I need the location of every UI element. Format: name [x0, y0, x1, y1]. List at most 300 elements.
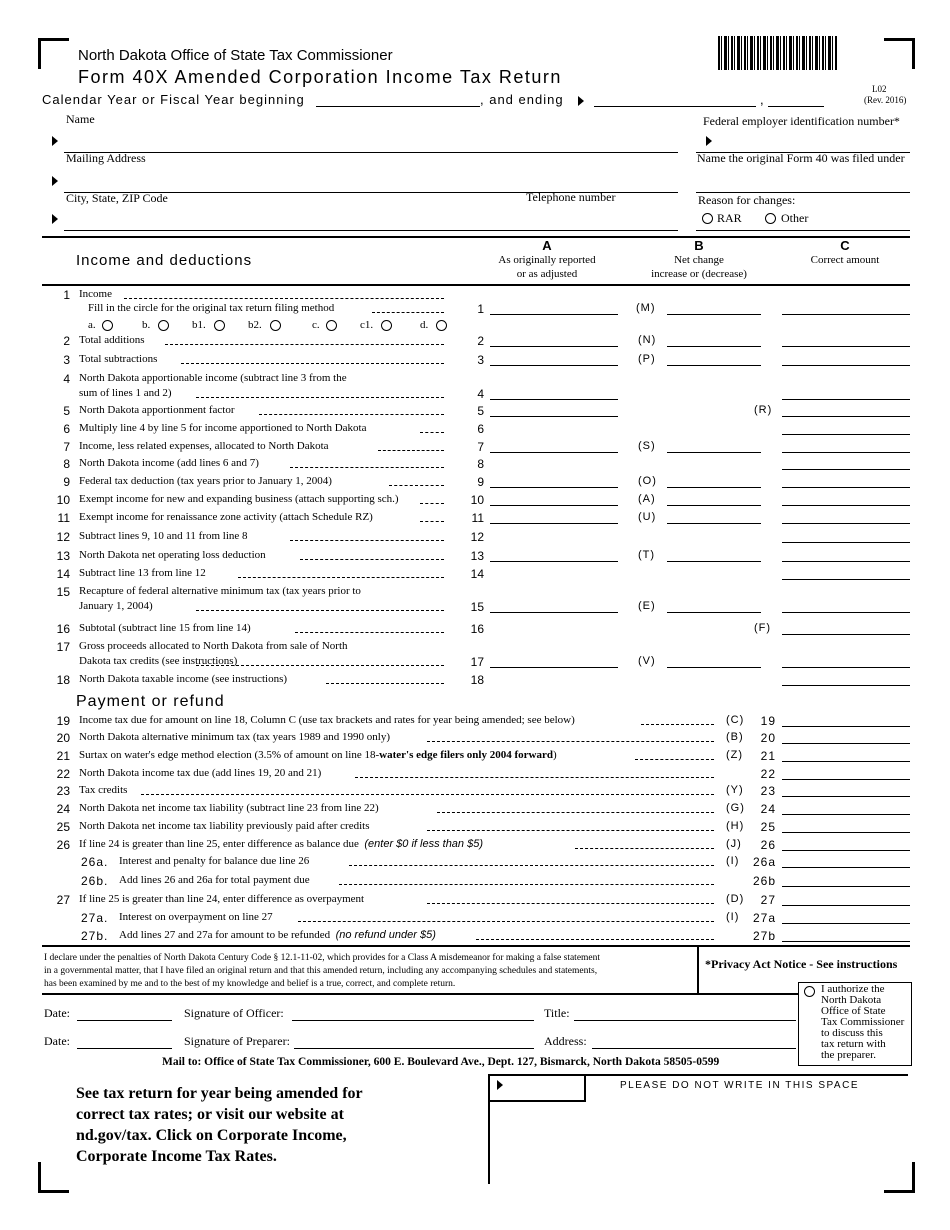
leader-dots: [290, 467, 444, 468]
declaration-separator: [697, 946, 699, 994]
form-title: Form 40X Amended Corporation Income Tax Return: [78, 67, 562, 87]
line-number: 6: [63, 422, 70, 436]
line-number: 27: [56, 893, 70, 907]
leader-dots: [575, 848, 715, 849]
rar-radio[interactable]: [702, 213, 713, 224]
line-9-code: (O): [638, 475, 657, 487]
leader-dots: [141, 794, 714, 795]
line-9-col-a-field[interactable]: [490, 487, 618, 488]
leader-dots: [196, 610, 444, 611]
line-number: 18: [56, 673, 70, 687]
leader-dots: [339, 884, 714, 885]
reason-label: Reason for changes:: [698, 193, 796, 207]
registration-mark-top-left: [38, 38, 69, 69]
column-a-line-ref: 5: [477, 404, 484, 418]
name-field[interactable]: [64, 152, 678, 153]
line-26-code: (J): [726, 838, 742, 850]
leader-dots: [427, 830, 714, 831]
leader-dots: [165, 344, 444, 345]
line-15-col-a-field[interactable]: [490, 612, 618, 613]
line-number: 7: [63, 440, 70, 454]
column-a-line-ref: 14: [470, 567, 484, 581]
leader-dots: [300, 559, 444, 560]
line-15-label-cont: January 1, 2004): [79, 600, 153, 612]
filing-method-option-b: b.: [142, 319, 151, 331]
line-23-label: Tax credits: [79, 784, 128, 796]
leader-dots: [372, 312, 444, 313]
column-a-line1: As originally reported: [498, 254, 596, 266]
line-20-label: North Dakota alternative minimum tax (tax years 1989 and 1990 only): [79, 731, 390, 743]
line-number: 26: [56, 838, 70, 852]
filing-method-radio-c1[interactable]: [381, 320, 392, 331]
declaration-line: I declare under the penalties of North Dakota Century Code § 12.1-11-02, which provides for a Class A misdemeanor for making a false statement: [44, 953, 601, 963]
leader-dots: [238, 577, 444, 578]
note-line: nd.gov/tax. Click on Corporate Income,: [76, 1127, 347, 1144]
line-17-col-c-field[interactable]: [782, 667, 910, 668]
line-number: 27b.: [81, 929, 109, 943]
line-1-label: Income: [79, 288, 112, 300]
filing-method-option-b1: b1.: [192, 319, 206, 331]
column-a-line-ref: 18: [470, 673, 484, 687]
filing-method-option-c: c.: [312, 319, 320, 331]
line-15-label: Recapture of federal alternative minimum tax (tax years prior to: [79, 585, 361, 597]
column-a-line-ref: 17: [470, 655, 484, 669]
registration-mark-bottom-right: [884, 1162, 915, 1193]
filing-method-option-d: d.: [420, 319, 429, 331]
line-21-code: (Z): [726, 749, 744, 761]
line-13-col-c-field[interactable]: [782, 561, 910, 562]
officer-signature-field[interactable]: [292, 1020, 534, 1021]
filing-method-radio-b2[interactable]: [270, 320, 281, 331]
line-27-label: If line 25 is greater than line 24, enter difference as overpayment: [79, 893, 365, 905]
declaration-bottom-line: [42, 993, 910, 995]
authorize-line: North Dakota: [821, 994, 882, 1006]
leader-dots: [378, 450, 444, 451]
line-number: 10: [56, 493, 70, 507]
payment-line-ref: 27a: [752, 911, 776, 925]
line-3-col-a-field[interactable]: [490, 365, 618, 366]
leader-dots: [635, 759, 714, 760]
leader-dots: [298, 921, 714, 922]
filing-method-option-a: a.: [88, 319, 96, 331]
authorize-preparer-radio[interactable]: [804, 986, 815, 997]
column-a-line-ref: 1: [477, 302, 484, 316]
line-2-col-b-field[interactable]: [667, 346, 761, 347]
payment-section-title: Payment or refund: [76, 693, 225, 710]
line-14-col-c-field[interactable]: [782, 579, 910, 580]
line-4-col-a-field[interactable]: [490, 399, 618, 400]
leader-dots: [259, 414, 444, 415]
payment-line-ref: 24: [760, 802, 776, 816]
line-17-col-b-field[interactable]: [667, 667, 761, 668]
line-27-code: (D): [726, 893, 745, 905]
leader-dots: [290, 540, 444, 541]
column-a-line-ref: 13: [470, 549, 484, 563]
line-26-label: If line 24 is greater than line 25, enter difference as balance due (enter $0 if less than $5): [79, 838, 483, 850]
title-field[interactable]: [574, 1020, 796, 1021]
line-20-amount-field[interactable]: [782, 743, 910, 744]
line-26a-code: (I): [726, 855, 740, 867]
arrow-icon: [706, 136, 712, 146]
line-18-label: North Dakota taxable income (see instructions): [79, 673, 288, 685]
line-17-label-cont: Dakota tax credits (see instructions): [79, 655, 238, 667]
line-16-col-c-field[interactable]: [782, 634, 910, 635]
line-15-col-b-field[interactable]: [667, 612, 761, 613]
line-16-label: Subtotal (subtract line 15 from line 14): [79, 622, 251, 634]
leader-dots: [326, 683, 444, 684]
column-b-line2: increase or (decrease): [651, 268, 747, 280]
payment-line-ref: 21: [760, 749, 776, 763]
mail-to-address: Mail to: Office of State Tax Commissioner, 600 E. Boulevard Ave., Dept. 127, Bismarck, North Dakota 58505-0599: [162, 1056, 720, 1068]
declaration-text: [44, 952, 694, 991]
line-8-label: North Dakota income (add lines 6 and 7): [79, 457, 259, 469]
line-13-code: (T): [638, 549, 656, 561]
city-state-zip-field[interactable]: [64, 230, 678, 231]
privacy-notice: *Privacy Act Notice - See instructions: [705, 957, 898, 971]
column-a-line-ref: 2: [477, 334, 484, 348]
line-17-label: Gross proceeds allocated to North Dakota from sale of North: [79, 640, 348, 652]
line-3-col-b-field[interactable]: [667, 365, 761, 366]
line-27a-label: Interest on overpayment on line 27: [119, 911, 273, 923]
line-7-col-b-field[interactable]: [667, 452, 761, 453]
authorize-line: to discuss this: [821, 1027, 883, 1039]
line-5-code: (R): [754, 404, 773, 416]
line-number: 11: [57, 511, 70, 525]
line-4-label: North Dakota apportionable income (subtract line 3 from the: [79, 372, 347, 384]
tax-year-label: Calendar Year or Fiscal Year beginning: [42, 92, 305, 107]
line-number: 22: [56, 767, 70, 781]
column-b-letter: B: [694, 238, 704, 253]
telephone-label: Telephone number: [526, 190, 616, 204]
payment-line-ref: 26a: [752, 855, 776, 869]
payment-line-ref: 22: [760, 767, 776, 781]
authorize-line: Office of State: [821, 1005, 886, 1017]
registration-mark-top-right: [884, 38, 915, 69]
fein-label: Federal employer identification number*: [703, 114, 900, 128]
line-10-code: (A): [638, 493, 656, 505]
line-18-col-c-field[interactable]: [782, 685, 910, 686]
line-number: 3: [63, 353, 70, 367]
line-25-amount-field[interactable]: [782, 832, 910, 833]
agency-name: North Dakota Office of State Tax Commissioner: [78, 47, 393, 64]
line-22-label: North Dakota income tax due (add lines 19, 20 and 21): [79, 767, 322, 779]
line-number: 25: [56, 820, 70, 834]
column-a-line-ref: 7: [477, 440, 484, 454]
column-a-line-ref: 10: [470, 493, 484, 507]
column-a-line-ref: 11: [471, 511, 484, 525]
other-radio[interactable]: [765, 213, 776, 224]
line-number: 1: [63, 288, 70, 302]
line-27-amount-field[interactable]: [782, 905, 910, 906]
arrow-icon: [578, 96, 584, 106]
declaration-divider: [42, 945, 910, 947]
line-19-code: (C): [726, 714, 745, 726]
city-state-zip-label: City, State, ZIP Code: [66, 191, 168, 205]
line-number: 17: [56, 640, 70, 654]
line-11-col-a-field[interactable]: [490, 523, 618, 524]
line-number: 13: [56, 549, 70, 563]
column-c-letter: C: [840, 238, 850, 253]
line-17-code: (V): [638, 655, 656, 667]
arrow-icon: [52, 176, 58, 186]
leader-dots: [437, 812, 714, 813]
line-20-code: (B): [726, 731, 744, 743]
line-10-col-c-field[interactable]: [782, 505, 910, 506]
line-13-col-a-field[interactable]: [490, 561, 618, 562]
authorize-line: tax return with: [821, 1038, 886, 1050]
line-9-label: Federal tax deduction (tax years prior to January 1, 2004): [79, 475, 332, 487]
line-number: 4: [63, 372, 70, 386]
line-10-label: Exempt income for new and expanding business (attach supporting sch.): [79, 493, 399, 505]
line-7-col-a-field[interactable]: [490, 452, 618, 453]
payment-line-ref: 19: [760, 714, 776, 728]
registration-mark-bottom-left: [38, 1162, 69, 1193]
payment-line-ref: 20: [760, 731, 776, 745]
line-26a-label: Interest and penalty for balance due line 26: [119, 855, 310, 867]
name-label: Name: [66, 112, 95, 126]
payment-line-ref: 27b: [752, 929, 776, 943]
line-7-code: (S): [638, 440, 656, 452]
payment-line-ref: 27: [760, 893, 776, 907]
line-7-col-c-field[interactable]: [782, 452, 910, 453]
line-23-code: (Y): [726, 784, 744, 796]
preparer-date-field[interactable]: [77, 1048, 172, 1049]
and-ending-label: , and ending: [480, 92, 564, 107]
line-7-label: Income, less related expenses, allocated to North Dakota: [79, 440, 329, 452]
note-line: See tax return for year being amended for: [76, 1085, 363, 1102]
officer-signature-label: Signature of Officer:: [184, 1006, 284, 1020]
line-23-amount-field[interactable]: [782, 796, 910, 797]
line-24-amount-field[interactable]: [782, 814, 910, 815]
line-2-col-a-field[interactable]: [490, 346, 618, 347]
line-12-label: Subtract lines 9, 10 and 11 from line 8: [79, 530, 248, 542]
note-line: correct tax rates; or visit our website at: [76, 1106, 344, 1123]
column-a-line-ref: 12: [470, 530, 484, 544]
original-name-label: Name the original Form 40 was filed under: [697, 151, 905, 165]
rar-label: RAR: [717, 211, 742, 225]
line-8-col-c-field[interactable]: [782, 469, 910, 470]
line-number: 12: [56, 530, 70, 544]
filing-method-option-c1: c1.: [360, 319, 374, 331]
leader-dots: [349, 865, 714, 866]
line-26b-amount-field[interactable]: [782, 886, 910, 887]
line-number: 21: [56, 749, 70, 763]
line-number: 19: [56, 714, 70, 728]
year-ending-year-field[interactable]: [768, 106, 824, 107]
line-1-code: (M): [636, 302, 656, 314]
payment-line-ref: 25: [760, 820, 776, 834]
comma: ,: [760, 92, 764, 107]
column-a-line-ref: 15: [470, 600, 484, 614]
payment-line-ref: 26b: [752, 874, 776, 888]
line-26b-label: Add lines 26 and 26a for total payment due: [119, 874, 310, 886]
column-a-line-ref: 8: [477, 457, 484, 471]
note-line: Corporate Income Tax Rates.: [76, 1148, 277, 1165]
line-6-label: Multiply line 4 by line 5 for income apportioned to North Dakota: [79, 422, 367, 434]
payment-line-ref: 26: [760, 838, 776, 852]
filing-method-radio-b1[interactable]: [214, 320, 225, 331]
leader-dots: [196, 665, 444, 666]
line-5-label: North Dakota apportionment factor: [79, 404, 235, 416]
payment-line-ref: 23: [760, 784, 776, 798]
authorize-line: the preparer.: [821, 1049, 876, 1061]
column-a-line-ref: 3: [477, 353, 484, 367]
column-a-letter: A: [542, 238, 552, 253]
column-c-line1: Correct amount: [810, 254, 880, 266]
line-25-label: North Dakota net income tax liability previously paid after credits: [79, 820, 370, 832]
form-revision: (Rev. 2016): [864, 95, 907, 105]
preparer-date-label: Date:: [44, 1034, 70, 1048]
line-5-col-a-field[interactable]: [490, 416, 618, 417]
line-number: 16: [56, 622, 70, 636]
line-number: 9: [63, 475, 70, 489]
filing-method-option-b2: b2.: [248, 319, 262, 331]
leader-dots: [641, 724, 714, 725]
line-6-col-c-field[interactable]: [782, 434, 910, 435]
year-beginning-field[interactable]: [316, 106, 480, 107]
line-number: 24: [56, 802, 70, 816]
authorize-text: [821, 984, 904, 1061]
other-label: Other: [781, 211, 809, 225]
line-1-col-c-field[interactable]: [782, 314, 910, 315]
line-27a-code: (I): [726, 911, 740, 923]
line-4-label-cont: sum of lines 1 and 2): [79, 387, 172, 399]
line-19-label: Income tax due for amount on line 18, Column C (use tax brackets and rates for year being amended; see below): [79, 714, 575, 726]
leader-dots: [196, 397, 444, 398]
leader-dots: [420, 503, 444, 504]
authorize-line: Tax Commissioner: [821, 1016, 905, 1028]
line-2-code: (N): [638, 334, 657, 346]
declaration-line: has been examined by me and to the best of my knowledge and belief is a true, correct, and complete return.: [44, 979, 456, 989]
line-9-col-b-field[interactable]: [667, 487, 761, 488]
line-27a-amount-field[interactable]: [782, 923, 910, 924]
year-ending-field[interactable]: [594, 106, 756, 107]
filing-method-radio-a[interactable]: [102, 320, 113, 331]
line-11-label: Exempt income for renaissance zone activity (attach Schedule RZ): [79, 511, 373, 523]
line-11-code: (U): [638, 511, 657, 523]
preparer-signature-label: Signature of Preparer:: [184, 1034, 290, 1048]
line-10-col-a-field[interactable]: [490, 505, 618, 506]
leader-dots: [355, 777, 714, 778]
line-26-amount-field[interactable]: [782, 850, 910, 851]
line-2-label: Total additions: [79, 334, 145, 346]
line-11-col-c-field[interactable]: [782, 523, 910, 524]
address-label: Address:: [544, 1034, 587, 1048]
line-13-col-b-field[interactable]: [667, 561, 761, 562]
line-12-col-c-field[interactable]: [782, 542, 910, 543]
leader-dots: [420, 432, 444, 433]
line-16-code: (F): [754, 622, 772, 634]
line-14-label: Subtract line 13 from line 12: [79, 567, 206, 579]
leader-dots: [427, 741, 714, 742]
line-number: 23: [56, 784, 70, 798]
line-1-col-a-field[interactable]: [490, 314, 618, 315]
arrow-icon: [52, 136, 58, 146]
column-b-line1: Net change: [674, 254, 724, 266]
line-1-col-b-field[interactable]: [667, 314, 761, 315]
mailing-address-label: Mailing Address: [66, 151, 146, 165]
line-number: 26a.: [81, 855, 109, 869]
line-4-col-c-field[interactable]: [782, 399, 910, 400]
column-a-line-ref: 4: [477, 387, 484, 401]
title-label: Title:: [544, 1006, 570, 1020]
column-a-line-ref: 6: [477, 422, 484, 436]
filing-method-radio-c[interactable]: [326, 320, 337, 331]
line-3-code: (P): [638, 353, 656, 365]
line-25-code: (H): [726, 820, 745, 832]
line-number: 26b.: [81, 874, 109, 888]
leader-dots: [476, 939, 714, 940]
line-number: 20: [56, 731, 70, 745]
column-header-divider: [42, 284, 910, 286]
line-number: 15: [56, 585, 70, 599]
leader-dots: [389, 485, 444, 486]
line-26a-amount-field[interactable]: [782, 867, 910, 868]
column-a-line-ref: 16: [470, 622, 484, 636]
preparer-signature-field[interactable]: [294, 1048, 534, 1049]
leader-dots: [295, 632, 444, 633]
line-1-instruction: Fill in the circle for the original tax return filing method: [88, 302, 335, 314]
authorize-line: I authorize the: [821, 983, 885, 995]
line-19-amount-field[interactable]: [782, 726, 910, 727]
arrow-icon: [52, 214, 58, 224]
filing-method-radio-b[interactable]: [158, 320, 169, 331]
line-number: 27a.: [81, 911, 109, 925]
line-number: 14: [56, 567, 70, 581]
reason-underline: [696, 230, 910, 231]
arrow-icon: [497, 1080, 503, 1090]
line-10-col-b-field[interactable]: [667, 505, 761, 506]
line-27b-amount-field[interactable]: [782, 941, 910, 942]
column-a-line-ref: 9: [477, 475, 484, 489]
preparer-address-field[interactable]: [592, 1048, 796, 1049]
form-code: L02: [872, 84, 887, 94]
barcode: [718, 36, 838, 70]
line-2-col-c-field[interactable]: [782, 346, 910, 347]
tax-rate-note: [76, 1083, 363, 1167]
line-15-code: (E): [638, 600, 656, 612]
line-15-col-c-field[interactable]: [782, 612, 910, 613]
line-9-col-c-field[interactable]: [782, 487, 910, 488]
line-13-label: North Dakota net operating loss deduction: [79, 549, 266, 561]
column-a-line2: or as adjusted: [516, 268, 578, 280]
line-5-col-c-field[interactable]: [782, 416, 910, 417]
leader-dots: [427, 903, 714, 904]
office-use-notice: PLEASE DO NOT WRITE IN THIS SPACE: [620, 1080, 859, 1091]
income-section-title: Income and deductions: [76, 252, 253, 269]
line-number: 8: [63, 457, 70, 471]
line-21-label: Surtax on water's edge method election (3.5% of amount on line 18-water's edge filers only 2004 forward): [79, 749, 557, 761]
declaration-line: in a governmental matter, that I have filed an original return and that this amended return, including any accompanying schedules and statements,: [44, 966, 598, 976]
line-22-amount-field[interactable]: [782, 779, 910, 780]
officer-date-label: Date:: [44, 1006, 70, 1020]
line-17-col-a-field[interactable]: [490, 667, 618, 668]
line-11-col-b-field[interactable]: [667, 523, 761, 524]
officer-date-field[interactable]: [77, 1020, 172, 1021]
leader-dots: [181, 363, 444, 364]
leader-dots: [124, 298, 444, 299]
line-21-amount-field[interactable]: [782, 761, 910, 762]
line-27b-label: Add lines 27 and 27a for amount to be refunded (no refund under $5): [119, 929, 436, 941]
line-24-label: North Dakota net income tax liability (subtract line 23 from line 22): [79, 802, 379, 814]
line-3-col-c-field[interactable]: [782, 365, 910, 366]
line-number: 5: [63, 404, 70, 418]
line-number: 2: [63, 334, 70, 348]
line-24-code: (G): [726, 802, 745, 814]
line-3-label: Total subtractions: [79, 353, 158, 365]
filing-method-radio-d[interactable]: [436, 320, 447, 331]
leader-dots: [420, 521, 444, 522]
